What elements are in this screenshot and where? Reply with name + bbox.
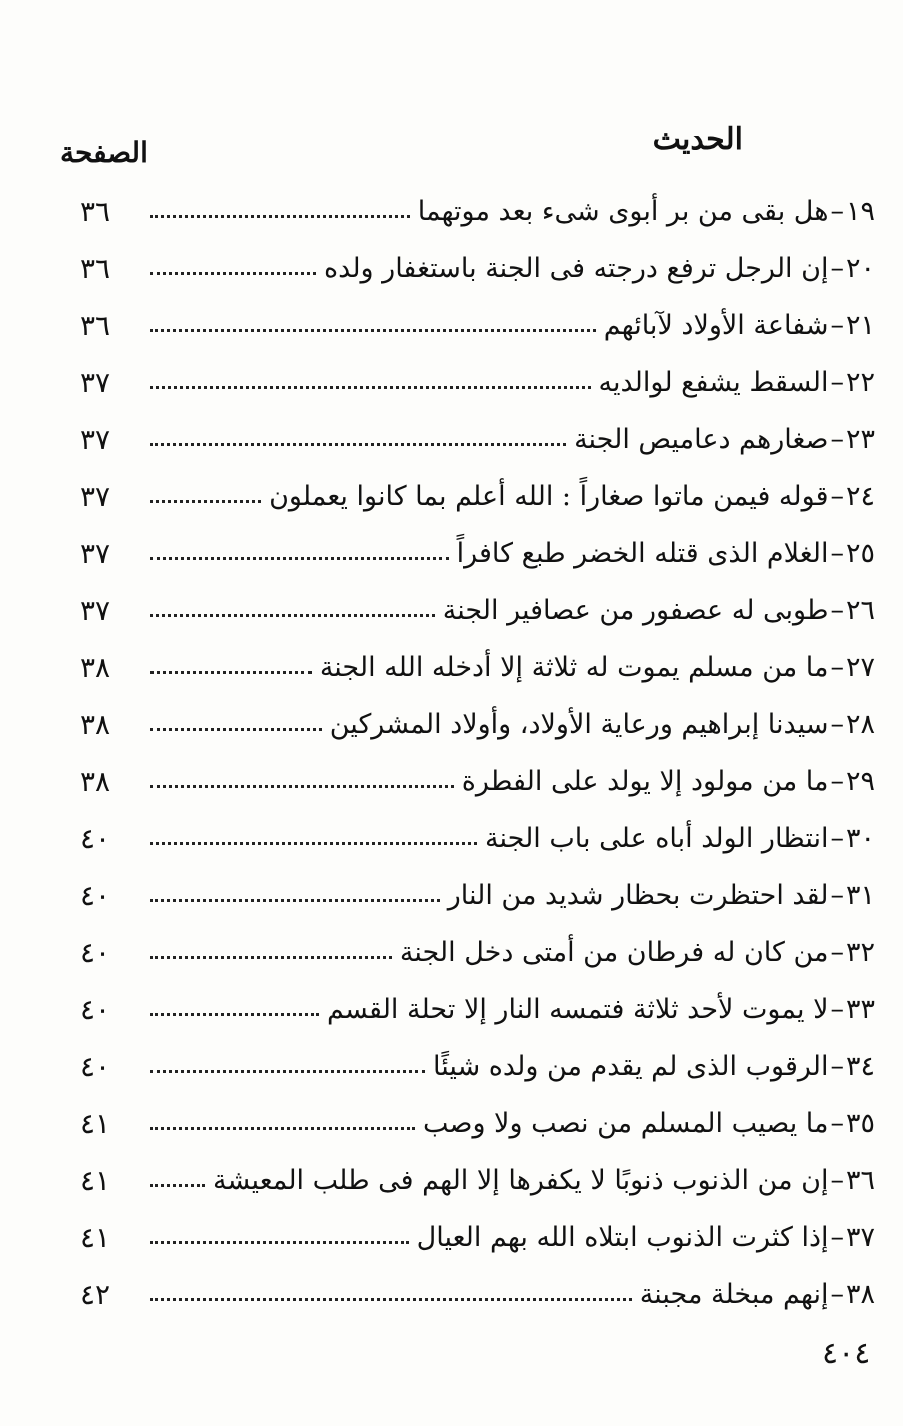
entry-title: لا يموت لأحد ثلاثة فتمسه النار إلا تحلة القسم <box>326 994 829 1025</box>
dot-leader <box>150 557 449 560</box>
entry-dash: – <box>830 1222 844 1253</box>
entry-number: ٢٩ <box>845 766 875 797</box>
entry-number: ٢٣ <box>845 424 875 455</box>
entry-dash: – <box>830 1108 844 1139</box>
entry-dash: – <box>830 196 844 227</box>
entry-dash: – <box>830 766 844 797</box>
entry-page-number: ٣٧ <box>80 423 111 456</box>
entry-page-number: ٣٦ <box>80 252 111 285</box>
toc-entry <box>80 1038 875 1095</box>
toc-entry <box>80 297 875 354</box>
entry-title: صغارهم دعاميص الجنة <box>574 424 829 455</box>
dot-leader <box>150 500 261 503</box>
dot-leader <box>150 728 322 731</box>
dot-leader <box>150 785 454 788</box>
entry-number: ٢١ <box>845 310 875 341</box>
toc-entry <box>80 240 875 297</box>
entry-dash: – <box>830 367 844 398</box>
toc-entry <box>80 183 875 240</box>
entry-page-number: ٤٠ <box>80 879 111 912</box>
dot-leader <box>150 1184 205 1187</box>
dot-leader <box>150 1298 632 1301</box>
entry-page-number: ٤٠ <box>80 822 111 855</box>
entry-number: ٣٢ <box>845 937 875 968</box>
entry-number: ٣٨ <box>845 1279 875 1310</box>
entry-number: ٢٢ <box>845 367 875 398</box>
entry-title: سيدنا إبراهيم ورعاية الأولاد، وأولاد المشركين <box>329 709 829 740</box>
dot-leader <box>150 899 440 902</box>
dot-leader <box>150 956 392 959</box>
dot-leader <box>150 272 316 275</box>
entry-title: إنهم مبخلة مجبنة <box>639 1279 829 1310</box>
column-title-page: الصفحة <box>60 136 148 169</box>
toc-header <box>60 122 843 172</box>
dot-leader <box>150 671 312 674</box>
entry-dash: – <box>830 424 844 455</box>
entry-page-number: ٣٧ <box>80 366 111 399</box>
entry-page-number: ٣٨ <box>80 708 111 741</box>
entry-title: من كان له فرطان من أمتى دخل الجنة <box>399 937 829 968</box>
toc-entry <box>80 1152 875 1209</box>
entry-title: ما من مولود إلا يولد على الفطرة <box>461 766 829 797</box>
toc-entry <box>80 525 875 582</box>
entry-title: ما من مسلم يموت له ثلاثة إلا أدخله الله الجنة <box>319 652 829 683</box>
entry-dash: – <box>830 538 844 569</box>
entry-title: ما يصيب المسلم من نصب ولا وصب <box>423 1108 829 1139</box>
toc-entry <box>80 354 875 411</box>
dot-leader <box>150 1127 415 1130</box>
entry-title: هل بقى من بر أبوى شىء بعد موتهما <box>417 196 829 227</box>
entry-dash: – <box>830 310 844 341</box>
entry-number: ٣٣ <box>845 994 875 1025</box>
entry-dash: – <box>830 652 844 683</box>
entry-title: انتظار الولد أباه على باب الجنة <box>485 823 829 854</box>
entry-number: ٢٧ <box>845 652 875 683</box>
entry-dash: – <box>830 595 844 626</box>
entry-number: ٣٠ <box>845 823 875 854</box>
entry-page-number: ٤١ <box>80 1164 111 1197</box>
entry-page-number: ٣٦ <box>80 309 111 342</box>
toc-entry <box>80 1266 875 1323</box>
dot-leader <box>150 386 591 389</box>
toc-entry <box>80 582 875 639</box>
toc-entry <box>80 810 875 867</box>
entry-title: السقط يشفع لوالديه <box>598 367 829 398</box>
entry-title: إن الرجل ترفع درجته فى الجنة باستغفار ولده <box>324 253 829 284</box>
toc-entry <box>80 924 875 981</box>
entry-page-number: ٣٧ <box>80 594 111 627</box>
entry-number: ٣١ <box>845 880 875 911</box>
entry-number: ٣٧ <box>845 1222 875 1253</box>
entry-number: ٣٥ <box>845 1108 875 1139</box>
entry-dash: – <box>830 1279 844 1310</box>
entry-title: الغلام الذى قتله الخضر طبع كافراً <box>456 538 829 569</box>
toc-entry <box>80 981 875 1038</box>
entry-page-number: ٤١ <box>80 1221 111 1254</box>
entry-dash: – <box>830 481 844 512</box>
toc-entry <box>80 1095 875 1152</box>
dot-leader <box>150 614 435 617</box>
entry-page-number: ٣٦ <box>80 195 111 228</box>
entry-dash: – <box>830 709 844 740</box>
entry-number: ٣٤ <box>845 1051 875 1082</box>
entry-number: ٣٦ <box>845 1165 875 1196</box>
entry-number: ١٩ <box>845 196 875 227</box>
entry-title: إن من الذنوب ذنوبًا لا يكفرها إلا الهم فى طلب المعيشة <box>212 1165 829 1196</box>
toc-entry <box>80 411 875 468</box>
toc-entry <box>80 696 875 753</box>
dot-leader <box>150 329 596 332</box>
entry-title: إذا كثرت الذنوب ابتلاه الله بهم العيال <box>416 1222 829 1253</box>
entry-dash: – <box>830 994 844 1025</box>
dot-leader <box>150 1070 425 1073</box>
entry-page-number: ٤٠ <box>80 993 111 1026</box>
column-title-hadith: الحديث <box>652 122 743 157</box>
entry-title: الرقوب الذى لم يقدم من ولده شيئًا <box>433 1051 829 1082</box>
toc-entry <box>80 1209 875 1266</box>
entry-title: طوبى له عصفور من عصافير الجنة <box>442 595 829 626</box>
entry-number: ٢٥ <box>845 538 875 569</box>
dot-leader <box>150 1013 319 1016</box>
entry-dash: – <box>830 823 844 854</box>
entry-dash: – <box>830 1051 844 1082</box>
entry-dash: – <box>830 253 844 284</box>
entry-number: ٢٤ <box>845 481 875 512</box>
entry-title: لقد احتظرت بحظار شديد من النار <box>447 880 829 911</box>
toc-entry <box>80 753 875 810</box>
entry-title: قوله فيمن ماتوا صغاراً : الله أعلم بما كانوا يعملون <box>269 481 829 512</box>
entry-number: ٢٦ <box>845 595 875 626</box>
entry-page-number: ٤٠ <box>80 936 111 969</box>
entry-page-number: ٣٨ <box>80 651 111 684</box>
entry-page-number: ٤٢ <box>80 1278 111 1311</box>
entry-number: ٢٠ <box>845 253 875 284</box>
entry-number: ٢٨ <box>845 709 875 740</box>
entry-page-number: ٤١ <box>80 1107 111 1140</box>
dot-leader <box>150 443 566 446</box>
dot-leader <box>150 215 410 218</box>
toc-entry <box>80 639 875 696</box>
dot-leader <box>150 1241 409 1244</box>
page-number: ٤٠٤ <box>822 1336 871 1371</box>
entry-page-number: ٣٧ <box>80 480 111 513</box>
entry-dash: – <box>830 937 844 968</box>
entry-page-number: ٣٧ <box>80 537 111 570</box>
toc-entry <box>80 867 875 924</box>
entry-dash: – <box>830 880 844 911</box>
dot-leader <box>150 842 477 845</box>
entry-page-number: ٤٠ <box>80 1050 111 1083</box>
entry-page-number: ٣٨ <box>80 765 111 798</box>
toc-entry <box>80 468 875 525</box>
entry-dash: – <box>830 1165 844 1196</box>
entry-title: شفاعة الأولاد لآبائهم <box>603 310 829 341</box>
toc-list <box>80 183 875 1323</box>
